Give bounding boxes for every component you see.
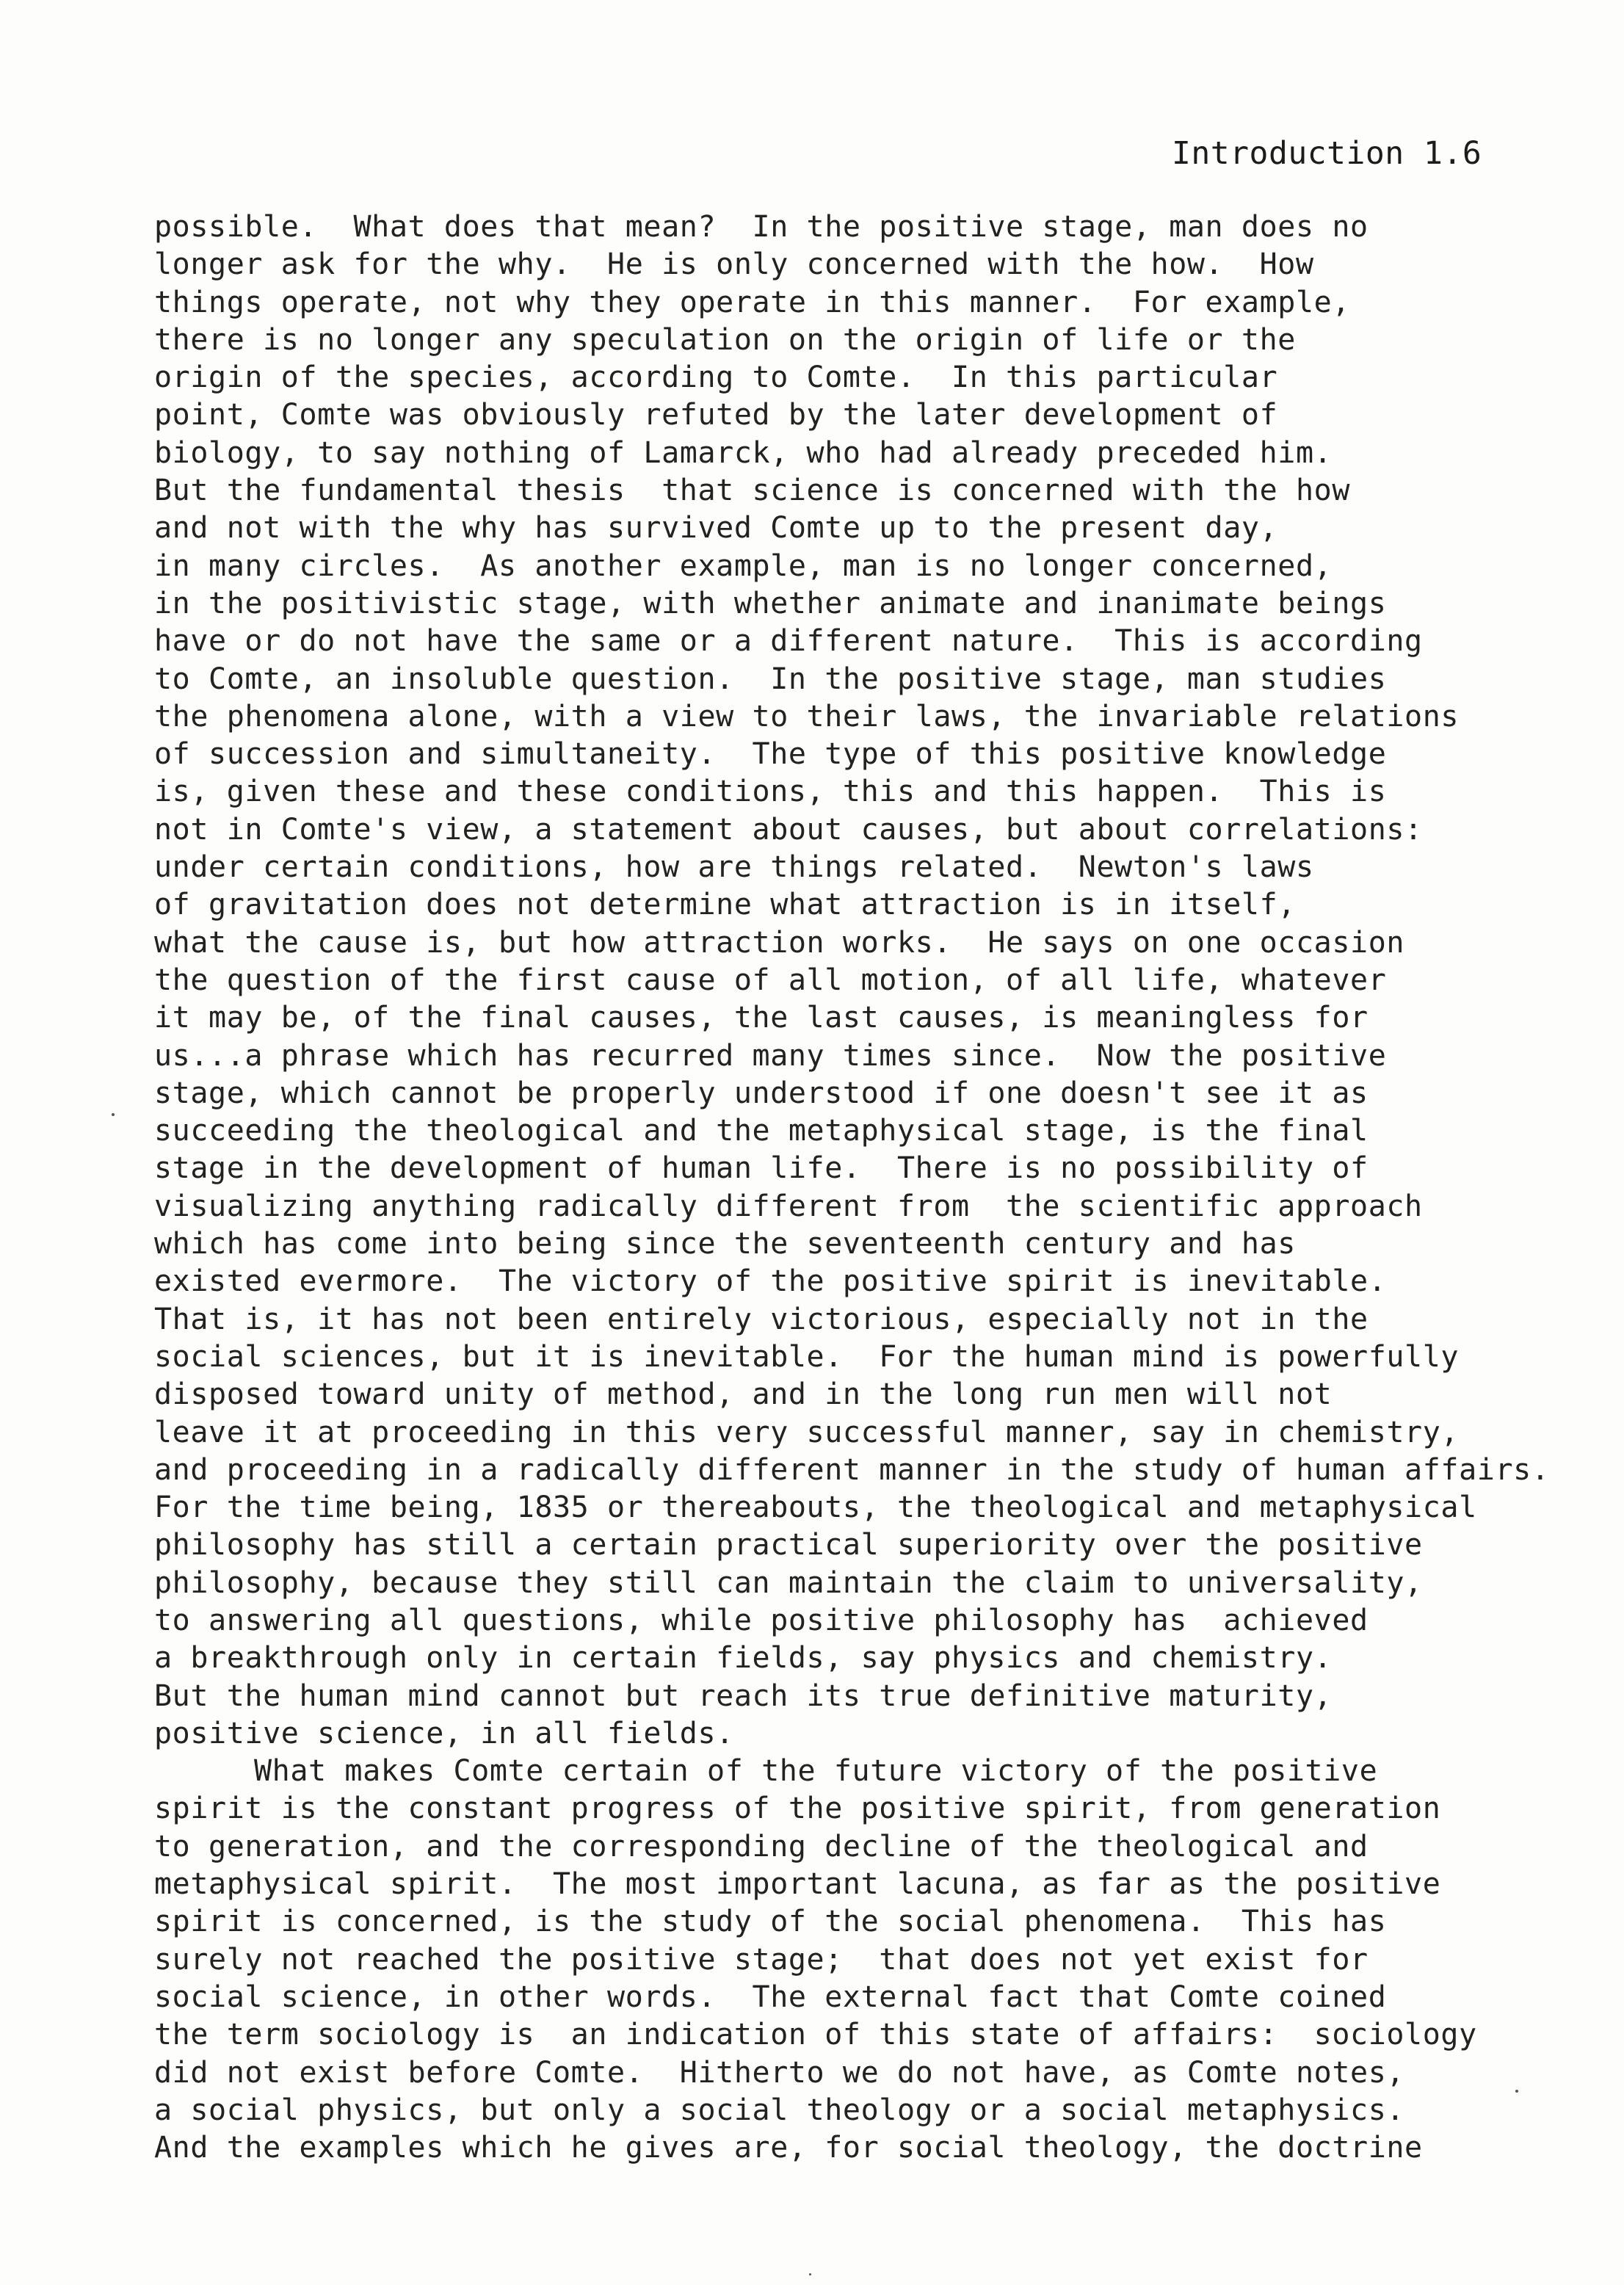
text-line: philosophy has still a certain practical superiority over the positive	[154, 1528, 1423, 1562]
text-line: the question of the first cause of all motion, of all life, whatever	[154, 963, 1387, 997]
text-line: spirit is the constant progress of the positive spirit, from generation	[154, 1792, 1441, 1826]
text-line: existed evermore. The victory of the positive spirit is inevitable.	[154, 1264, 1387, 1299]
text-line: and proceeding in a radically different manner in the study of human affairs.	[154, 1452, 1550, 1487]
scan-speck	[809, 2273, 811, 2275]
text-line: That is, it has not been entirely victorious, especially not in the	[154, 1302, 1369, 1336]
text-line: biology, to say nothing of Lamarck, who had already preceded him.	[154, 435, 1333, 470]
scan-speck	[112, 1113, 115, 1116]
text-line: disposed toward unity of method, and in the long run men will not	[154, 1377, 1333, 1412]
text-line: us...a phrase which has recurred many times since. Now the positive	[154, 1038, 1387, 1073]
text-line: But the fundamental thesis that science is concerned with the how	[154, 474, 1351, 508]
text-line: which has come into being since the seventeenth century and has	[154, 1227, 1296, 1261]
text-line: under certain conditions, how are things related. Newton's laws	[154, 850, 1314, 885]
text-line: philosophy, because they still can maintain the claim to universality,	[154, 1565, 1423, 1600]
scan-speck	[1515, 2090, 1518, 2093]
text-line: in many circles. As another example, man is no longer concerned,	[154, 548, 1333, 583]
text-line: surely not reached the positive stage; that does not yet exist for	[154, 1942, 1369, 1977]
text-line: have or do not have the same or a different nature. This is according	[154, 624, 1423, 659]
text-line: For the time being, 1835 or thereabouts, the theological and metaphysical	[154, 1491, 1477, 1525]
text-line: positive science, in all fields.	[154, 1716, 734, 1750]
text-line: But the human mind cannot but reach its true definitive maturity,	[154, 1679, 1333, 1713]
text-line: a social physics, but only a social theology or a social metaphysics.	[154, 2093, 1405, 2127]
text-line: social sciences, but it is inevitable. For the human mind is powerfully	[154, 1339, 1460, 1374]
text-line: to Comte, an insoluble question. In the positive stage, man studies	[154, 662, 1387, 696]
text-line: stage, which cannot be properly understood if one doesn't see it as	[154, 1076, 1369, 1110]
text-line: not in Comte's view, a statement about causes, but about correlations:	[154, 812, 1423, 847]
text-line: possible. What does that mean? In the positive stage, man does no	[154, 210, 1369, 244]
text-line: the phenomena alone, with a view to their laws, the invariable relations	[154, 699, 1460, 734]
text-line: things operate, not why they operate in this manner. For example,	[154, 285, 1351, 319]
text-line: metaphysical spirit. The most important lacuna, as far as the positive	[154, 1867, 1441, 1902]
running-head: Introduction 1.6	[1172, 135, 1482, 172]
text-line: of gravitation does not determine what attraction is in itself,	[154, 888, 1296, 922]
text-line: the term sociology is an indication of this state of affairs: sociology	[154, 2018, 1477, 2052]
text-line: leave it at proceeding in this very successful manner, say in chemistry,	[154, 1415, 1460, 1449]
text-line: longer ask for the why. He is only concerned with the how. How	[154, 247, 1314, 282]
paragraph-first-line: What makes Comte certain of the future victory of the positive	[254, 1754, 1378, 1789]
text-line: succeeding the theological and the metaphysical stage, is the final	[154, 1114, 1369, 1148]
text-line: to generation, and the corresponding decline of the theological and	[154, 1829, 1369, 1864]
text-line: is, given these and these conditions, this and this happen. This is	[154, 775, 1387, 809]
text-line: what the cause is, but how attraction works. He says on one occasion	[154, 925, 1405, 960]
text-line: stage in the development of human life. There is no possibility of	[154, 1151, 1369, 1186]
text-line: of succession and simultaneity. The type of this positive knowledge	[154, 737, 1387, 772]
text-line: there is no longer any speculation on the origin of life or the	[154, 322, 1296, 357]
text-line: origin of the species, according to Comte. In this particular	[154, 361, 1278, 395]
text-line: And the examples which he gives are, for social theology, the doctrine	[154, 2131, 1423, 2165]
text-line: a breakthrough only in certain fields, say physics and chemistry.	[154, 1641, 1333, 1676]
text-line: in the positivistic stage, with whether animate and inanimate beings	[154, 586, 1387, 620]
body-text	[154, 209, 1593, 2167]
text-line: visualizing anything radically different from the scientific approach	[154, 1189, 1423, 1223]
text-line: did not exist before Comte. Hitherto we do not have, as Comte notes,	[154, 2055, 1405, 2090]
text-line: it may be, of the final causes, the last causes, is meaningless for	[154, 1001, 1369, 1035]
text-line: social science, in other words. The external fact that Comte coined	[154, 1980, 1387, 2014]
text-line: point, Comte was obviously refuted by the later development of	[154, 398, 1278, 432]
text-line: and not with the why has survived Comte up to the present day,	[154, 511, 1278, 546]
text-line: spirit is concerned, is the study of the social phenomena. This has	[154, 1905, 1387, 1939]
text-line: to answering all questions, while positive philosophy has achieved	[154, 1603, 1369, 1637]
